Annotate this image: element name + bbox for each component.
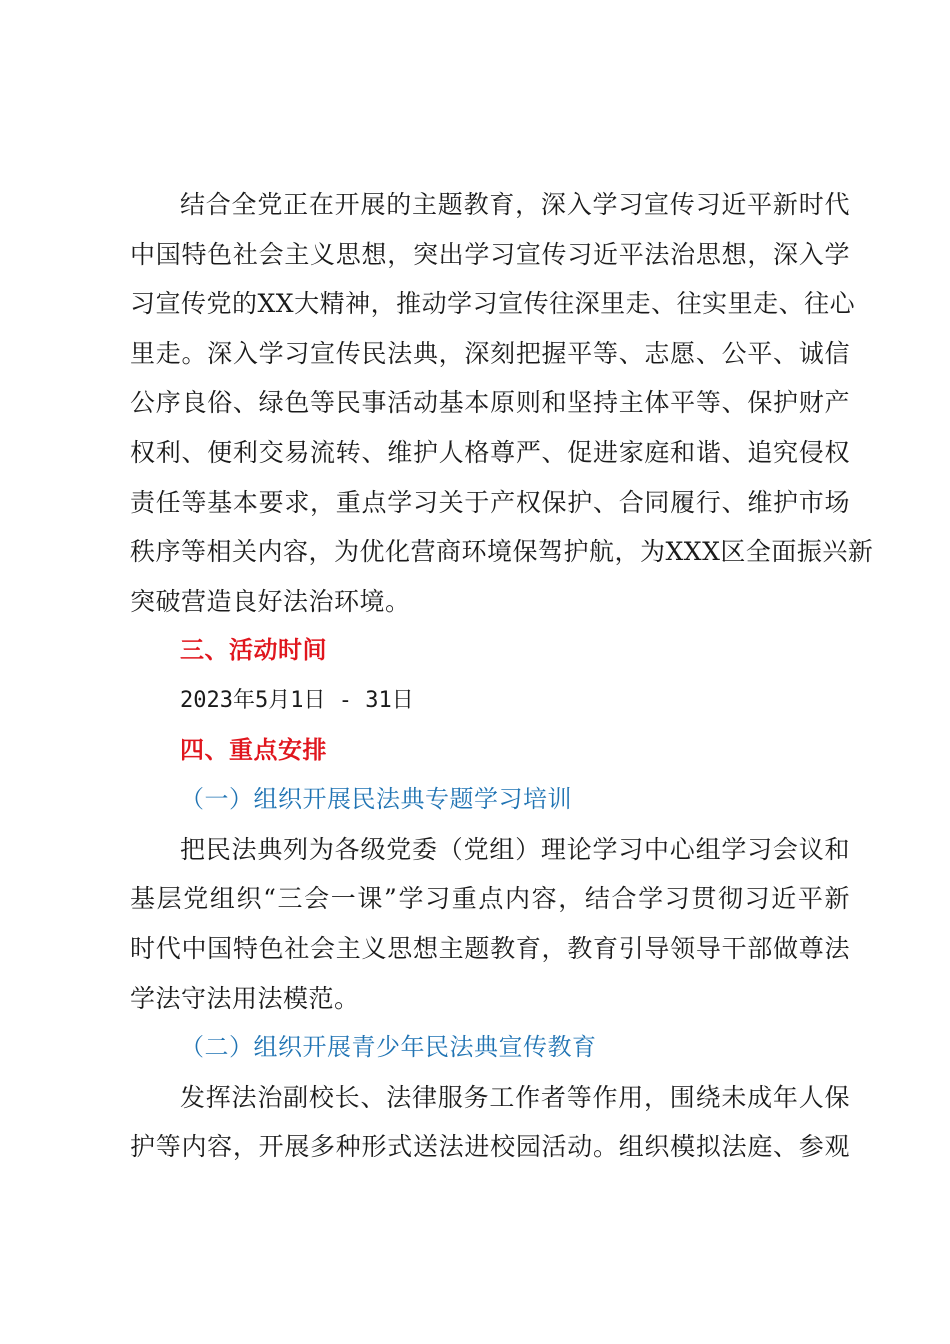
text-line: 公序良俗、绿色等民事活动基本原则和坚持主体平等、保护财产: [130, 388, 850, 418]
text-line: 结合全党正在开展的主题教育，深入学习宣传习近平新时代: [180, 190, 850, 219]
text-line: 时代中国特色社会主义思想主题教育，教育引导领导干部做尊法: [130, 933, 850, 963]
text-line: 中国特色社会主义思想，突出学习宣传习近平法治思想，深入学: [130, 239, 850, 269]
subsection-heading-youth-education: （二）组织开展青少年民法典宣传教育: [180, 1033, 597, 1062]
text-line: 责任等基本要求，重点学习关于产权保护、合同履行、维护市场: [130, 487, 850, 517]
paragraph-youth-education: [130, 1073, 850, 1172]
section-heading-key-arrangements: 四、重点安排: [180, 735, 327, 764]
text-line: 权利、便利交易流转、维护人格尊严、促进家庭和谐、追究侵权: [130, 437, 850, 467]
text-line: 学法守法用法模范。: [130, 983, 360, 1013]
text-line: 突破营造良好法治环境。: [130, 586, 411, 616]
text-line: 里走。深入学习宣传民法典，深刻把握平等、志愿、公平、诚信: [130, 338, 850, 368]
text-line: 秩序等相关内容，为优化营商环境保驾护航，为XXX区全面振兴新: [130, 537, 874, 567]
activity-date: 2023年5月1日 - 31日: [180, 687, 414, 713]
document-page: [130, 180, 874, 1172]
text-line: 习宣传党的XX大精神，推动学习宣传往深里走、往实里走、往心: [130, 289, 856, 319]
section-heading-activity-time: 三、活动时间: [180, 636, 327, 665]
text-line: 基层党组织“三会一课”学习重点内容，结合学习贯彻习近平新: [130, 884, 850, 914]
paragraph-study-training: [130, 825, 850, 1023]
paragraph-theme-education: [130, 180, 874, 626]
text-line: 护等内容，开展多种形式送法进校园活动。组织模拟法庭、参观: [130, 1132, 850, 1162]
text-line: 把民法典列为各级党委（党组）理论学习中心组学习会议和: [180, 834, 850, 864]
text-line: 发挥法治副校长、法律服务工作者等作用，围绕未成年人保: [180, 1082, 850, 1112]
subsection-heading-civil-code-training: （一）组织开展民法典专题学习培训: [180, 785, 572, 814]
